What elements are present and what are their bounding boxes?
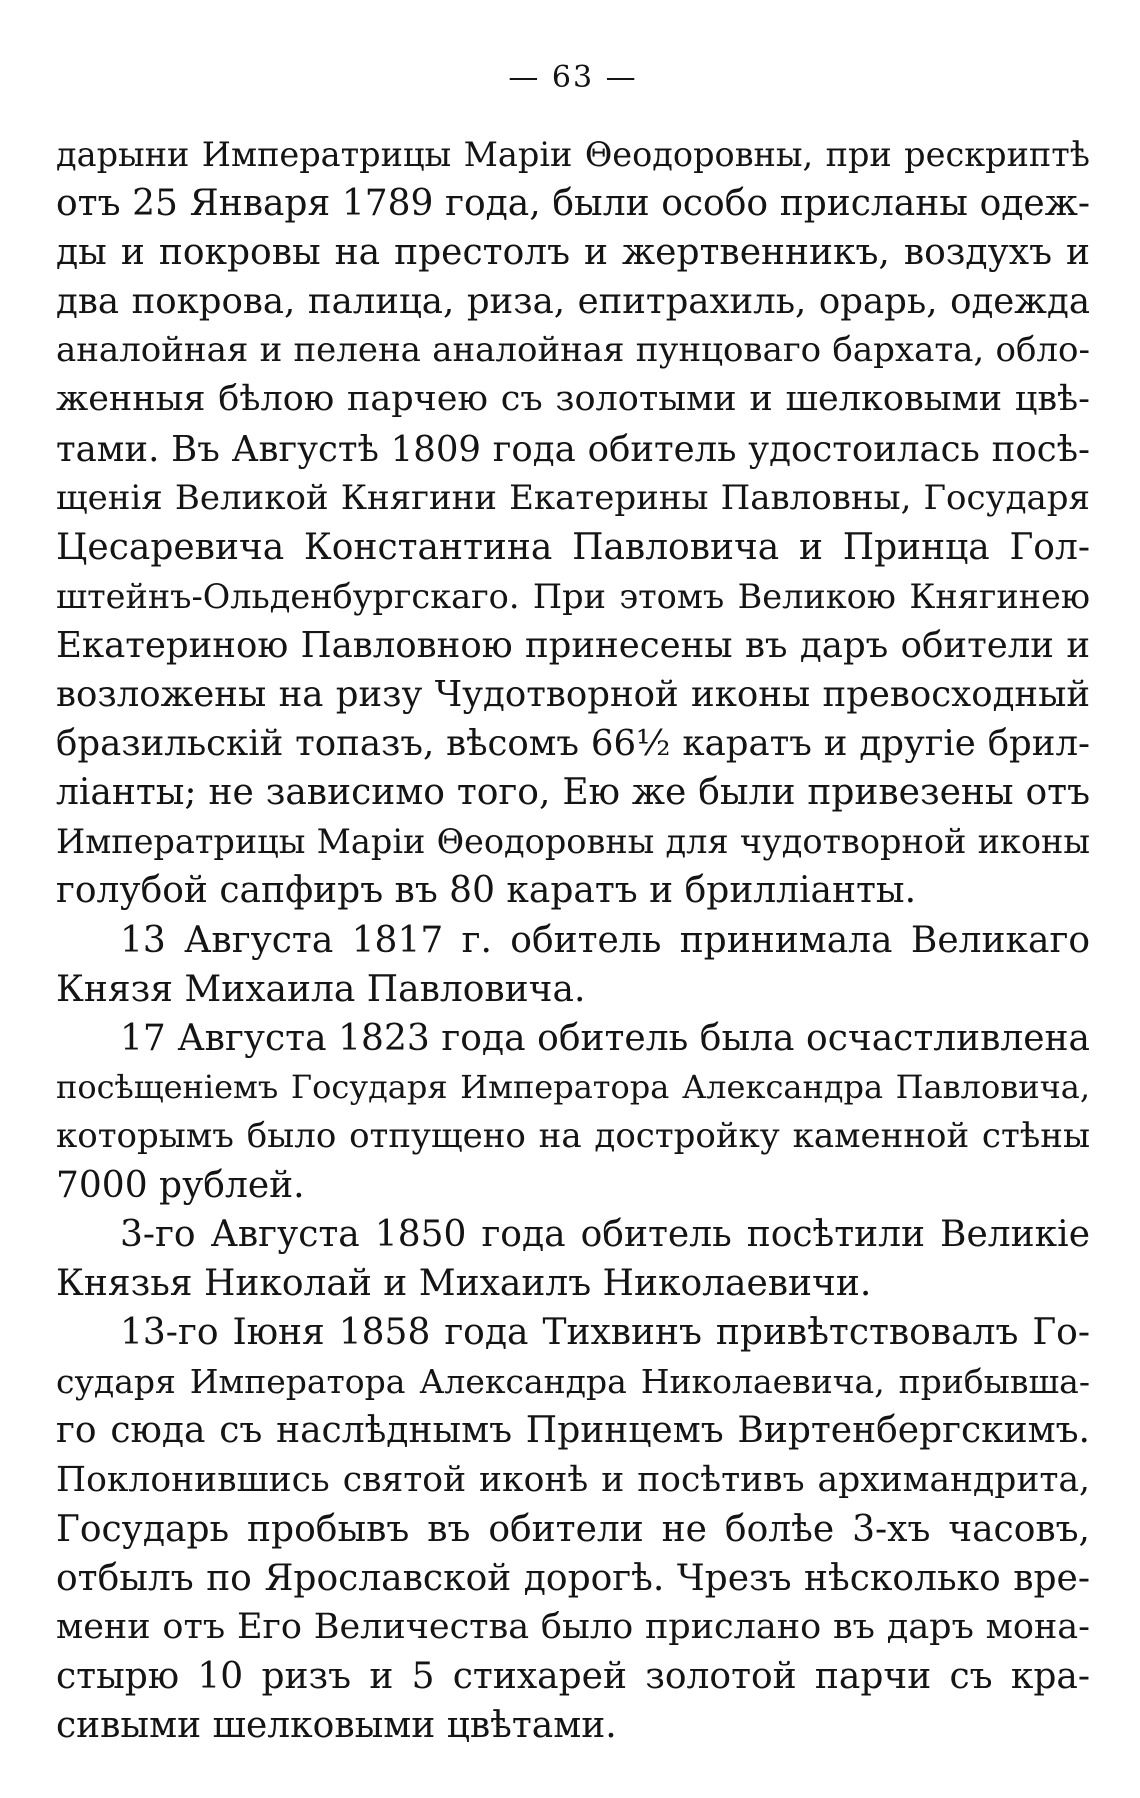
book-page [56,58,1090,1750]
text-line: Императрицы Маріи Θеодоровны для чудотворной иконы [56,822,1090,862]
text-line: го сюда съ наслѣднымъ Принцемъ Виртенбергскимъ. [56,1410,1090,1452]
text-line: бразильскій топазъ, вѣсомъ 66½ каратъ и другіе брил- [56,723,1090,765]
text-line: два покрова, палица, риза, епитрахиль, орарь, одежда [56,281,1090,323]
text-line: возложены на ризу Чудотворной иконы превосходный [56,674,1090,716]
text-line: 3-го Августа 1850 года обитель посѣтили Великіе [120,1214,1090,1256]
text-line: сивыми шелковыми цвѣтами. [56,1705,617,1746]
text-line: Поклонившись святой иконѣ и посѣтивъ архимандрита, [56,1459,1090,1500]
page-number: — 63 — [508,60,638,95]
text-line: Князья Николай и Михаилъ Николаевичи. [56,1263,872,1305]
text-line: 7000 рублей. [56,1164,305,1206]
text-line: аналойная и пелена аналойная пунцоваго бархата, обло- [56,330,1090,371]
text-line: которымъ было отпущено на достройку каменной стѣны [56,1115,1090,1156]
text-line: стырю 10 ризъ и 5 стихарей золотой парчи съ кра- [56,1655,1090,1697]
text-line: тами. Въ Августѣ 1809 года обитель удостоилась посѣ- [56,428,1090,470]
text-line: сударя Императора Александра Николаевича, прибывша- [56,1362,1090,1402]
text-line: женныя бѣлою парчею съ золотыми и шелковыми цвѣ- [56,379,1090,420]
text-line: Государь пробывъ въ обители не болѣе 3-хъ часовъ, [56,1508,1090,1550]
text-line: ды и покровы на престолъ и жертвенникъ, воздухъ и [56,232,1090,274]
text-line: 13-го Іюня 1858 года Тихвинъ привѣтствовалъ Го- [120,1312,1090,1354]
text-line: 13 Августа 1817 г. обитель принимала Великаго [120,919,1090,961]
text-line: дарыни Императрицы Маріи Θеодоровны, при рескриптѣ [56,135,1090,174]
text-line: 17 Августа 1823 года обитель была осчастливлена [120,1017,1090,1059]
text-line: мени отъ Его Величества было прислано въ даръ мона- [56,1606,1090,1647]
text-line: Князя Михаила Павловича. [56,968,586,1010]
body-text [56,130,1090,1750]
text-line: Цесаревича Константина Павловича и Принца Гол- [56,526,1090,568]
text-line: посѣщеніемъ Государя Императора Александра Павловича, [56,1067,1090,1106]
text-line: отъ 25 Января 1789 года, были особо присланы одеж- [56,183,1090,225]
text-line: голубой сапфиръ въ 80 каратъ и брилліанты. [56,870,917,912]
text-line: ліанты; не зависимо того, Ею же были привезены отъ [56,772,1090,814]
text-line: штейнъ-Ольденбургскаго. При этомъ Великою Княгинею [56,576,1090,616]
text-line: щенія Великой Княгини Екатерины Павловны, Государя [56,477,1090,518]
text-line: Екатериною Павловною принесены въ даръ обители и [56,624,1090,666]
text-line: отбылъ по Ярославской дорогѣ. Чрезъ нѣсколько вре- [56,1557,1090,1599]
